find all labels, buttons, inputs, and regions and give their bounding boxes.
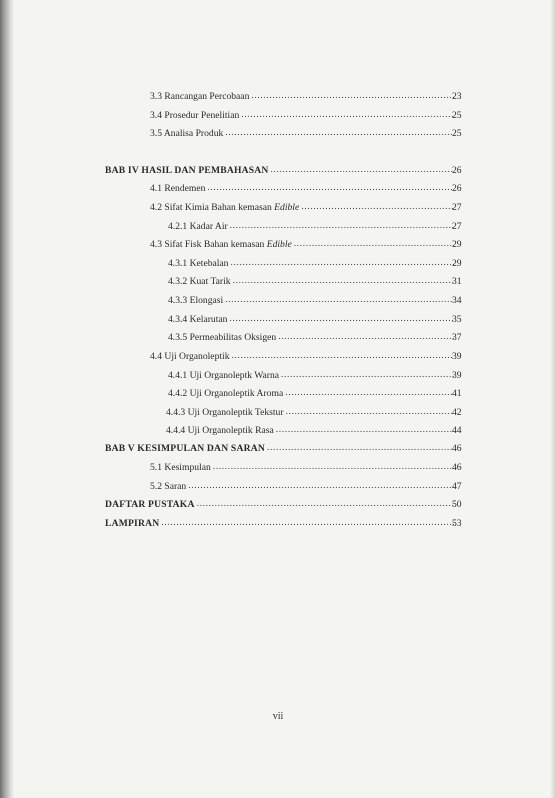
toc-entry bbox=[150, 462, 462, 476]
toc-entry-label: 4.4.4 Uji Organoleptik Rasa bbox=[166, 425, 274, 436]
toc-entry-page: 23 bbox=[452, 91, 462, 102]
toc-entry bbox=[168, 314, 462, 328]
toc-chapter-entry bbox=[105, 443, 462, 457]
toc-entry-label-text: 4.2 Sifat Kimia Bahan kemasan bbox=[150, 202, 275, 213]
toc-entry-label-italic: Edible bbox=[274, 202, 300, 213]
toc-leader-dots bbox=[230, 220, 454, 231]
toc-chapter-label: LAMPIRAN bbox=[105, 518, 160, 529]
toc-chapter-label: DAFTAR PUSTAKA bbox=[105, 499, 195, 510]
toc-leader-dots bbox=[285, 387, 454, 398]
toc-entry bbox=[150, 351, 462, 365]
toc-leader-dots bbox=[197, 498, 454, 509]
toc-chapter-label: BAB V KESIMPULAN DAN SARAN bbox=[105, 443, 265, 454]
toc-entry-label: 4.1 Rendemen bbox=[150, 183, 206, 194]
toc-leader-dots bbox=[233, 275, 454, 286]
toc-entry-page: 29 bbox=[452, 239, 462, 250]
page-number: vii bbox=[272, 711, 284, 722]
toc-leader-dots bbox=[286, 406, 454, 417]
toc-entry-page: 25 bbox=[452, 110, 462, 121]
toc-leader-dots bbox=[278, 331, 454, 342]
toc-entry bbox=[168, 332, 462, 346]
toc-entry bbox=[166, 407, 462, 421]
toc-entry-label: 5.2 Saran bbox=[150, 481, 187, 492]
toc-entry-page: 34 bbox=[452, 295, 462, 306]
toc-entry-label bbox=[150, 202, 299, 213]
toc-entry-page: 27 bbox=[452, 221, 462, 232]
toc-entry-label: 3.5 Analisa Produk bbox=[150, 128, 224, 139]
toc-entry-page: 50 bbox=[452, 499, 462, 510]
toc-entry-label: 3.4 Prosedur Penelitian bbox=[150, 110, 240, 121]
toc-leader-dots bbox=[267, 442, 454, 453]
toc-leader-dots bbox=[213, 461, 454, 472]
toc-leader-dots bbox=[276, 424, 454, 435]
toc-entry-page: 25 bbox=[452, 128, 462, 139]
toc-leader-dots bbox=[225, 294, 454, 305]
toc-entry bbox=[168, 370, 462, 384]
toc-entry-label: 4.4 Uji Organoleptik bbox=[150, 351, 230, 362]
toc-chapter-entry bbox=[105, 518, 462, 532]
toc-leader-dots bbox=[241, 109, 454, 120]
toc-entry bbox=[168, 388, 462, 402]
toc-leader-dots bbox=[271, 164, 454, 175]
toc-entry-page: 26 bbox=[452, 165, 462, 176]
toc-entry-page: 26 bbox=[452, 183, 462, 194]
toc-entry-page: 47 bbox=[452, 481, 462, 492]
toc-leader-dots bbox=[161, 517, 454, 528]
toc-leader-dots bbox=[281, 369, 454, 380]
toc-entry bbox=[150, 91, 462, 105]
toc-leader-dots bbox=[229, 313, 454, 324]
toc-chapter-entry bbox=[105, 499, 462, 513]
toc-leader-dots bbox=[232, 350, 455, 361]
toc-entry bbox=[168, 276, 462, 290]
toc-entry bbox=[150, 202, 462, 216]
toc-entry-label: 4.4.1 Uji Organoleptk Warna bbox=[168, 370, 280, 381]
toc-leader-dots bbox=[294, 238, 454, 249]
toc-leader-dots bbox=[225, 127, 454, 138]
toc-chapter-label: BAB IV HASIL DAN PEMBAHASAN bbox=[105, 165, 269, 176]
toc-entry-page: 29 bbox=[452, 258, 462, 269]
toc-entry-page: 46 bbox=[452, 462, 462, 473]
toc-leader-dots bbox=[251, 90, 454, 101]
toc-entry-label: 4.3.2 Kuat Tarik bbox=[168, 276, 231, 287]
toc-entry-page: 44 bbox=[452, 425, 462, 436]
toc-entry-label: 4.3.5 Permeabilitas Oksigen bbox=[168, 332, 277, 343]
toc-entry-page: 37 bbox=[452, 332, 462, 343]
toc-entry bbox=[150, 481, 462, 495]
toc-leader-dots bbox=[207, 182, 454, 193]
toc-entry-label: 4.2.1 Kadar Air bbox=[168, 221, 228, 232]
toc-leader-dots bbox=[301, 201, 454, 212]
toc-entry-label: 5.1 Kesimpulan bbox=[150, 462, 211, 473]
toc-entry bbox=[150, 239, 462, 253]
toc-entry-page: 39 bbox=[452, 351, 462, 362]
toc-entry-label: 3.3 Rancangan Percobaan bbox=[150, 91, 250, 102]
toc-entry bbox=[166, 425, 462, 439]
toc-entry bbox=[150, 128, 462, 142]
toc-leader-dots bbox=[188, 480, 454, 491]
toc-entry-page: 46 bbox=[452, 443, 462, 454]
toc-entry-label: 4.3.4 Kelarutan bbox=[168, 314, 228, 325]
toc-entry bbox=[150, 183, 462, 197]
toc-entry-page: 41 bbox=[452, 388, 462, 399]
toc-entry-label: 4.4.3 Uji Organoleptik Tekstur bbox=[166, 407, 284, 418]
toc-entry-page: 42 bbox=[452, 407, 462, 418]
toc-entry-label: 4.4.2 Uji Organoleptik Aroma bbox=[168, 388, 284, 399]
toc-chapter-entry bbox=[105, 165, 462, 179]
toc-entry-label bbox=[150, 239, 292, 250]
toc-entry-page: 53 bbox=[452, 518, 462, 529]
toc-entry bbox=[168, 295, 462, 309]
toc-entry-label: 4.3.3 Elongasi bbox=[168, 295, 224, 306]
toc-entry-label-text: 4.3 Sifat Fisk Bahan kemasan bbox=[150, 239, 267, 250]
toc-entry-label-italic: Edible bbox=[266, 239, 292, 250]
toc-entry bbox=[168, 221, 462, 235]
toc-entry bbox=[168, 258, 462, 272]
toc-entry-label: 4.3.1 Ketebalan bbox=[168, 258, 229, 269]
toc-entry-page: 31 bbox=[452, 276, 462, 287]
toc-entry bbox=[150, 110, 462, 124]
toc-entry-page: 27 bbox=[452, 202, 462, 213]
toc-entry-page: 39 bbox=[452, 370, 462, 381]
toc-leader-dots bbox=[230, 257, 454, 268]
toc-entry-page: 35 bbox=[452, 314, 462, 325]
